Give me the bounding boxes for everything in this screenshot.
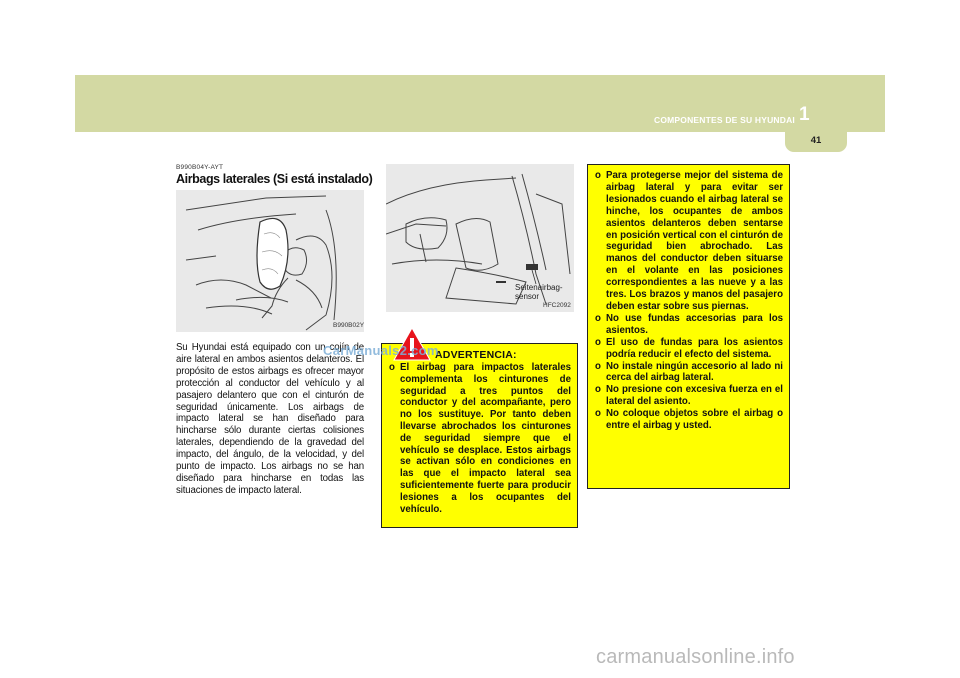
warning-box — [381, 343, 578, 528]
figure-code-2: HFC2092 — [543, 302, 571, 309]
watermark-top: CarManuals2.com — [323, 343, 439, 358]
occupant-airbag-drawing — [176, 190, 364, 332]
chapter-number: 1 — [799, 104, 810, 125]
note-text: No use fundas accesorias para los asientos. — [606, 312, 783, 336]
note-item — [595, 170, 783, 313]
side-airbag-illustration — [176, 190, 364, 332]
bullet: o — [595, 336, 601, 348]
sensor-label-line2: sensor — [515, 292, 540, 301]
bullet: o — [595, 408, 601, 420]
note-text: Para protegerse mejor del sistema de airbag lateral y para evitar ser lesionados cuando el airbag lateral se hinche, los ocupantes de ambos asientos delanteros deben sentarse en posición vertical con el cinturón de seguridad bien abrochado. Las manos del conductor deben situarse en el volante en las posiciones correspondientes a las nueve y a las tres. Los brazos y manos del pasajero deben estar sobre sus piernas. — [606, 170, 783, 312]
section-title: COMPONENTES DE SU HYUNDAI — [653, 115, 795, 125]
figure-code: B990B02Y — [333, 322, 365, 329]
bullet: o — [595, 360, 601, 372]
sensor-mark — [526, 264, 538, 270]
note-item — [595, 337, 783, 361]
warning-text: El airbag para impactos laterales complementa los cinturones de seguridad a tres puntos del conductor y del acompañante, pero no los sustituye. Por tanto deben llevarse abrochados los cinturones de seguridad siempre que el vehículo se desplace. Estos airbags se activan sólo en condiciones en las que el impacto lateral sea suficientemente fuerte para producir lesiones a los ocupantes del vehículo. — [400, 362, 571, 515]
note-text: No instale ningún accesorio al lado ni cerca del airbag lateral. — [606, 360, 783, 384]
notes-box — [587, 164, 790, 489]
bullet: o — [595, 384, 601, 396]
watermark-bottom: carmanualsonline.info — [596, 646, 795, 668]
section-heading — [176, 164, 373, 186]
warning-item — [389, 362, 571, 515]
note-text: El uso de fundas para los asientos podría reducir el efecto del sistema. — [606, 336, 783, 360]
section-code: B990B04Y-AYT — [176, 164, 224, 171]
warning-title: ADVERTENCIA: — [435, 349, 517, 361]
sensor-label-line1: Seitenairbag- — [515, 283, 563, 292]
bullet: o — [595, 170, 601, 181]
note-item — [595, 361, 783, 385]
note-text: No coloque objetos sobre el airbag o entre el airbag y usted. — [606, 408, 783, 432]
note-item — [595, 384, 783, 408]
body-paragraph: Su Hyundai está equipado con un cojín de aire lateral en ambos asientos delanteros. El propósito de estos airbags es ofrecer mayor protección al conductor del vehículo y al pasajero delantero que con el cinturón de seguridad únicamente. Los airbags de impacto lateral se han diseñado para hincharse sólo durante ciertas colisiones laterales, dependiendo de la gravedad del impacto, del ángulo, de la velocidad, y del punto de impacto. Los airbags no se han diseñado para hincharse en todas las situaciones de impacto lateral. — [176, 342, 364, 496]
bullet: o — [389, 362, 395, 373]
note-item — [595, 313, 783, 337]
sensor-label — [515, 283, 563, 301]
note-text: No presione con excesiva fuerza en el lateral del asiento. — [606, 384, 783, 408]
page-title: Airbags laterales (Si está instalado) — [176, 172, 373, 186]
page-number: 41 — [810, 135, 822, 146]
note-item — [595, 408, 783, 432]
bullet: o — [595, 312, 601, 324]
